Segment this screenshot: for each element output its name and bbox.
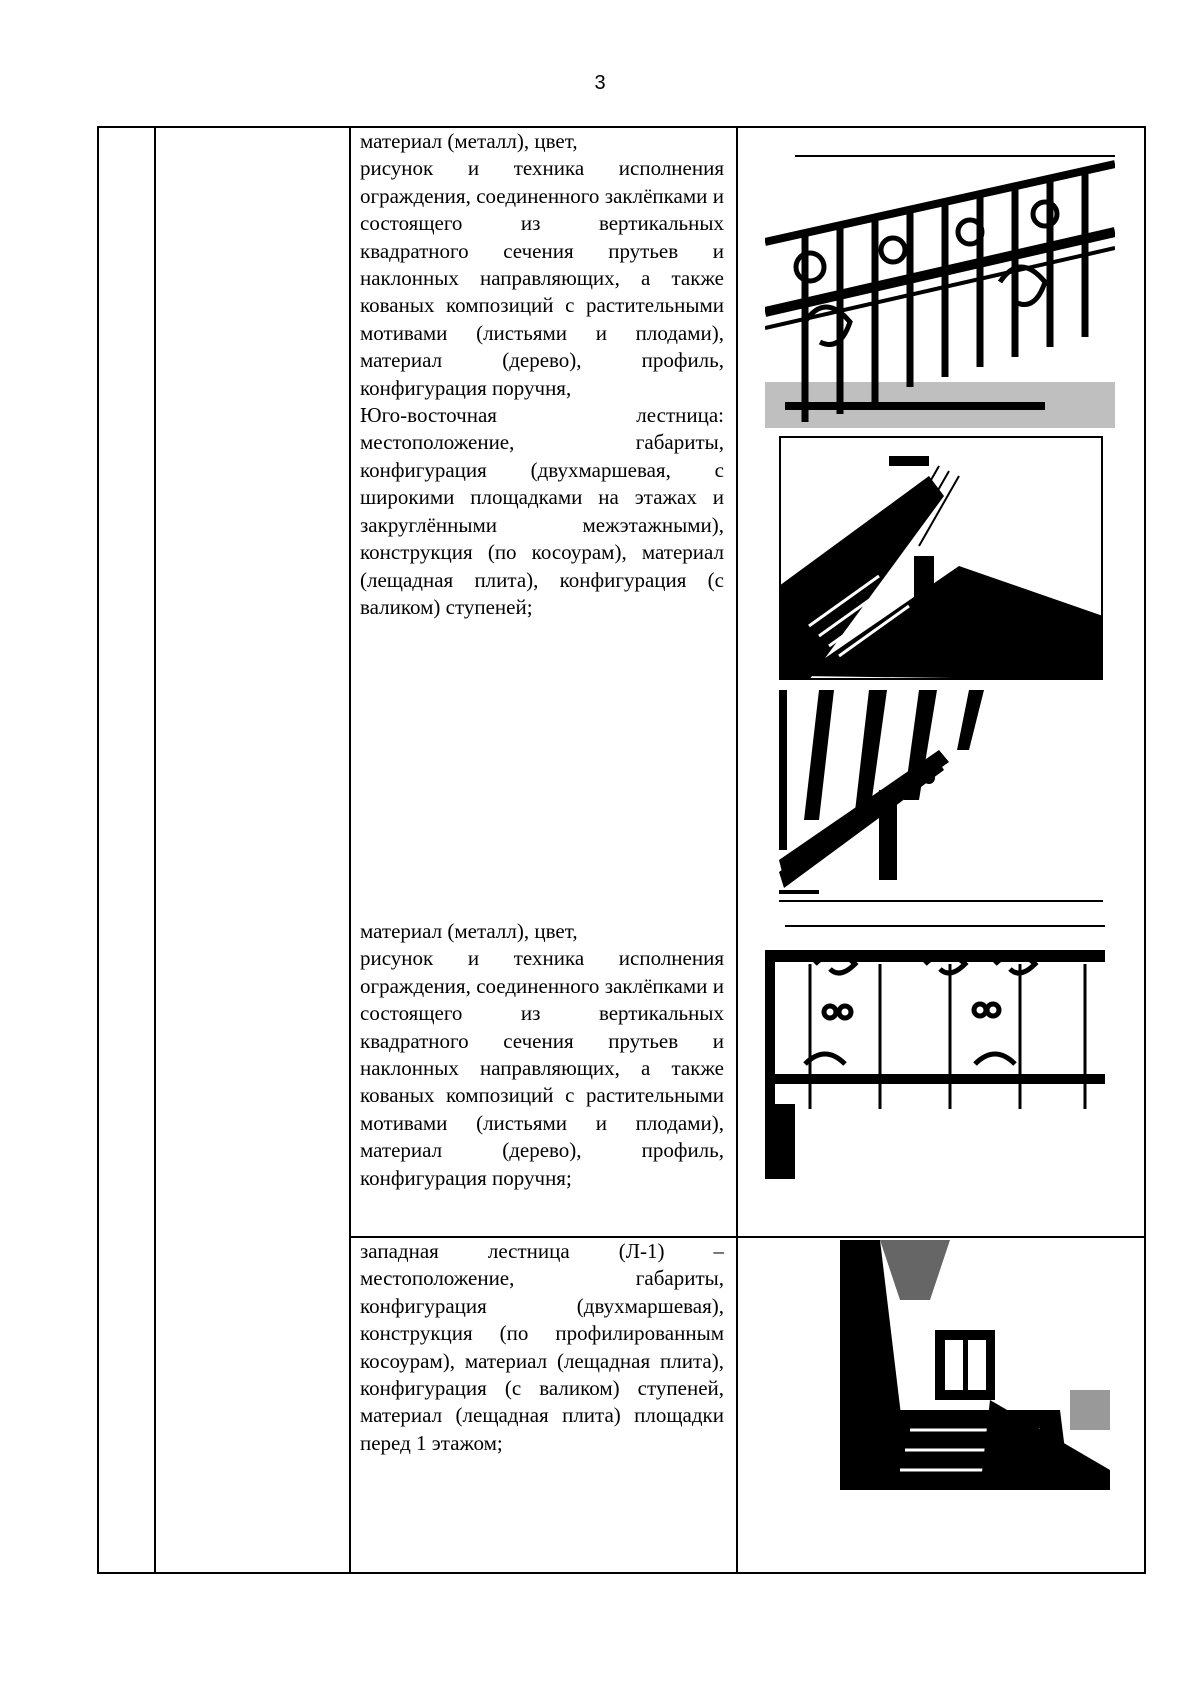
column-divider-3	[736, 126, 738, 1574]
table-left-border	[97, 126, 99, 1574]
text-paragraph: материал (металл), цвет,	[360, 129, 578, 153]
staircase-photo-2	[840, 1240, 1110, 1490]
railing-photo-2	[765, 924, 1105, 1179]
table-bottom-border	[97, 1572, 1146, 1574]
page-number: 3	[594, 72, 606, 94]
railing-photo-1	[765, 152, 1115, 428]
text-paragraph: рисунок и техника исполнения ограждения, соединенного заклёпками и состоящего из вертикальных квадратного сечения прутьев и наклонных направляющих, а также кованых композиций с растительными мотивами (листьями и плодами), материал (дерево), профиль, конфигурация поручня,	[360, 156, 724, 400]
text-paragraph: Юго-восточная лестница: местоположение, габариты, конфигурация (двухмаршевая, с широкими площадками на этажах и закруглёнными межэтажными), конструкция (по косоурам), материал (лещадная плита), конфигурация (с валиком) ступеней;	[360, 403, 724, 619]
staircase-photo-1	[779, 436, 1103, 680]
railing-detail-photo	[779, 690, 1103, 908]
table-right-border	[1144, 126, 1146, 1574]
row1-description-top	[360, 128, 724, 621]
column-divider-2	[349, 126, 351, 1574]
column-divider-1	[154, 126, 156, 1574]
row1-description-bottom	[360, 918, 724, 1192]
row2-description	[360, 1238, 724, 1457]
text-paragraph: рисунок и техника исполнения ограждения, соединенного заклёпками и состоящего из вертикальных квадратного сечения прутьев и наклонных направляющих, а также кованых композиций с растительными мотивами (листьями и плодами), материал (дерево), профиль, конфигурация поручня;	[360, 946, 724, 1190]
text-paragraph: материал (металл), цвет,	[360, 919, 578, 943]
text-paragraph: западная лестница (Л-1) – местоположение, габариты, конфигурация (двухмаршевая), конструкция (по профилированным косоурам), материал (лещадная плита), конфигурация (с валиком) ступеней, материал (лещадная плита) площадки перед 1 этажом;	[360, 1239, 724, 1455]
